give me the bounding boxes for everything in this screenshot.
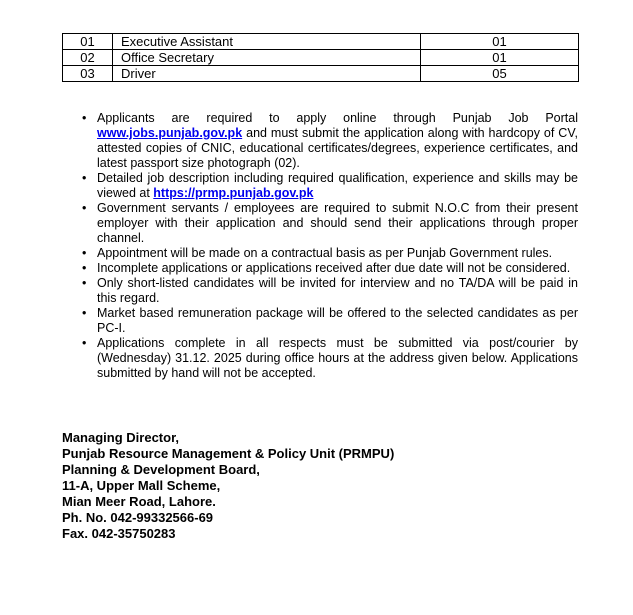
contact-line: 11-A, Upper Mall Scheme, <box>62 478 221 493</box>
contact-address <box>62 430 394 542</box>
jobs-portal-link[interactable]: www.jobs.punjab.gov.pk <box>97 126 243 140</box>
bullet-dot-icon: • <box>82 201 87 215</box>
note-text: and must submit the application along with hardcopy of CV, attested copies of CNIC, educational certificates/degrees, experience certificates, and latest passport size photograph (02). <box>97 126 578 170</box>
bullet-dot-icon: • <box>82 276 87 290</box>
table-row <box>63 66 579 82</box>
cell-position-title: Driver <box>113 66 421 82</box>
bullet-dot-icon: • <box>82 171 87 185</box>
list-item <box>80 261 578 276</box>
contact-line: Fax. 042-35750283 <box>62 526 176 541</box>
cell-position-title: Executive Assistant <box>113 34 421 50</box>
note-text: Government servants / employees are required to submit N.O.C from their present employer with their application and should send their applications through proper channel. <box>97 201 578 245</box>
contact-line: Planning & Development Board, <box>62 462 260 477</box>
note-text: Detailed job description including required qualification, experience and skills may be viewed at <box>97 171 578 200</box>
note-text: Applications complete in all respects must be submitted via post/courier by (Wednesday) 31.12. 2025 during office hours at the address given below. Applications submitted by hand will not be accepted. <box>97 336 578 380</box>
note-text: Market based remuneration package will be offered to the selected candidates as per PC-I. <box>97 306 578 335</box>
note-text: Applicants are required to apply online through Punjab Job Portal <box>97 111 578 125</box>
cell-vacancy-count: 01 <box>421 34 579 50</box>
cell-serial-number: 02 <box>63 50 113 66</box>
list-item <box>80 111 578 171</box>
positions-table <box>62 33 579 82</box>
bullet-dot-icon: • <box>82 306 87 320</box>
bullet-dot-icon: • <box>82 111 87 125</box>
list-item <box>80 171 578 201</box>
table-row <box>63 50 579 66</box>
note-text: Appointment will be made on a contractual basis as per Punjab Government rules. <box>97 246 553 260</box>
cell-position-title: Office Secretary <box>113 50 421 66</box>
positions-table-body <box>63 34 579 82</box>
bullet-dot-icon: • <box>82 261 87 275</box>
bullet-dot-icon: • <box>82 246 87 260</box>
contact-line: Punjab Resource Management & Policy Unit (PRMPU) <box>62 446 395 461</box>
list-item <box>80 276 578 306</box>
cell-vacancy-count: 05 <box>421 66 579 82</box>
notes-list <box>80 111 578 381</box>
contact-line: Mian Meer Road, Lahore. <box>62 494 216 509</box>
prmp-portal-link[interactable]: https://prmp.punjab.gov.pk <box>153 186 314 200</box>
list-item <box>80 201 578 246</box>
list-item <box>80 336 578 381</box>
cell-serial-number: 01 <box>63 34 113 50</box>
table-row <box>63 34 579 50</box>
list-item <box>80 306 578 336</box>
cell-vacancy-count: 01 <box>421 50 579 66</box>
cell-serial-number: 03 <box>63 66 113 82</box>
note-text: Incomplete applications or applications received after due date will not be considered. <box>97 261 571 275</box>
contact-line: Managing Director, <box>62 430 180 445</box>
contact-line: Ph. No. 042-99332566-69 <box>62 510 214 525</box>
list-item <box>80 246 578 261</box>
bullet-dot-icon: • <box>82 336 87 350</box>
note-text: Only short-listed candidates will be invited for interview and no TA/DA will be paid in this regard. <box>97 276 578 305</box>
